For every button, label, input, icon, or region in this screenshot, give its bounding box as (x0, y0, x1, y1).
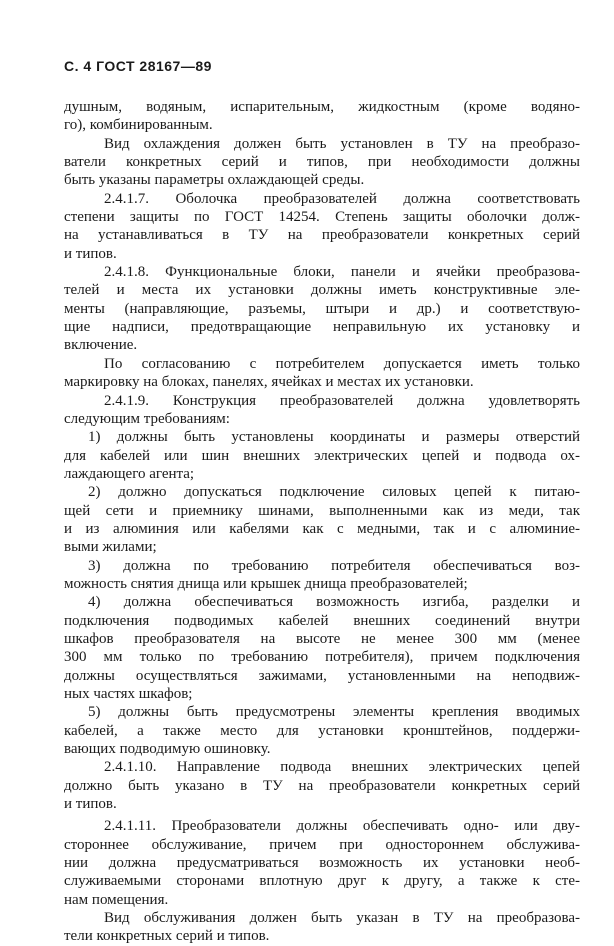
text-line: следующим требованиям: (64, 410, 230, 427)
text-line: тели конкретных серий и типов. (64, 928, 270, 945)
text-line: 2.4.1.10. Направление подвода внешних электрических цепей (104, 759, 580, 776)
text-line: 1) должны быть установлены координаты и размеры отверстий (88, 429, 580, 446)
text-line: душным, водяным, испарительным, жидкостным (кроме водяно- (64, 99, 580, 115)
text-line: быть указаны параметры охлаждающей среды. (64, 172, 365, 189)
text-line: 2) должно допускаться подключение силовых цепей к питаю- (88, 484, 580, 501)
text-line: можность снятия днища или крышек днища преобразователей; (64, 575, 468, 592)
text-line: 300 мм только по требованию потребителя), причем подключения (64, 649, 580, 666)
text-line: и типов. (64, 796, 117, 813)
text-line: шкафов преобразователя на высоте не менее 300 мм (менее (64, 630, 580, 647)
text-line: маркировку на блоках, панелях, ячейках и местах их установки. (64, 374, 474, 391)
text-line: менты (направляющие, разъемы, штыри и др.) и соответствую- (64, 300, 580, 317)
text-line: подключения подводимых кабелей внешних соединений внутри (64, 612, 580, 629)
text-line: должны осуществляться зажимами, установленными на неподвиж- (64, 667, 580, 684)
text-line: По согласованию с потребителем допускается иметь только (104, 355, 580, 372)
document-body (64, 98, 580, 946)
text-line: вающих подводимую ошиновку. (64, 741, 271, 758)
text-line: Вид обслуживания должен быть указан в ТУ на преобразова- (104, 910, 580, 927)
text-line: телей и места их установки должны иметь конструктивные эле- (64, 282, 580, 299)
text-line: ных частях шкафов; (64, 686, 193, 702)
text-line: 2.4.1.8. Функциональные блоки, панели и ячейки преобразова- (104, 264, 580, 281)
text-line: выми жилами; (64, 539, 157, 556)
text-line: лаждающего агента; (64, 465, 195, 482)
text-line: и из алюминия или кабелями как с медными, так и с алюминие- (64, 520, 580, 537)
text-line: нам помещения. (64, 891, 169, 908)
text-line: на устанавливаться в ТУ на преобразователи конкретных серий (64, 227, 580, 244)
text-line: степени защиты по ГОСТ 14254. Степень защиты оболочки долж- (64, 209, 580, 226)
text-line: 2.4.1.9. Конструкция преобразователей должна удовлетворять (104, 392, 580, 409)
text-line: нии должна предусматриваться возможность их установки необ- (64, 855, 580, 872)
text-line: должно быть указано в ТУ на преобразователи конкретных серий (64, 777, 580, 794)
text-line: щие надписи, предотвращающие неправильную их установку и (64, 319, 580, 336)
text-line: и типов. (64, 245, 117, 262)
page-header: С. 4 ГОСТ 28167—89 (64, 58, 212, 74)
text-line: служиваемыми сторонами вплотную друг к другу, а также к сте- (64, 873, 580, 890)
text-line: 2.4.1.11. Преобразователи должны обеспечивать одно- или дву- (104, 818, 580, 835)
text-line: стороннее обслуживание, причем при одностороннем обслужива- (64, 836, 580, 853)
text-line: 5) должны быть предусмотрены элементы крепления вводимых (88, 704, 580, 721)
text-line: ватели конкретных серий и типов, при необходимости должны (64, 154, 580, 171)
text-line: щей сети и приемнику шинами, выполненными как из меди, так (64, 502, 580, 519)
text-line: для кабелей или шин внешних электрических цепей и подвода ох- (64, 447, 580, 464)
text-line: Вид охлаждения должен быть установлен в ТУ на преобразо- (104, 135, 580, 152)
text-line: 2.4.1.7. Оболочка преобразователей должна соответствовать (104, 190, 580, 207)
text-line: включение. (64, 337, 138, 354)
text-line: 4) должна обеспечиваться возможность изгиба, разделки и (88, 594, 580, 611)
text-line: 3) должна по требованию потребителя обеспечиваться воз- (88, 557, 580, 574)
text-line: го), комбинированным. (64, 117, 213, 134)
text-line: кабелей, а также место для установки кронштейнов, поддержи- (64, 722, 580, 739)
